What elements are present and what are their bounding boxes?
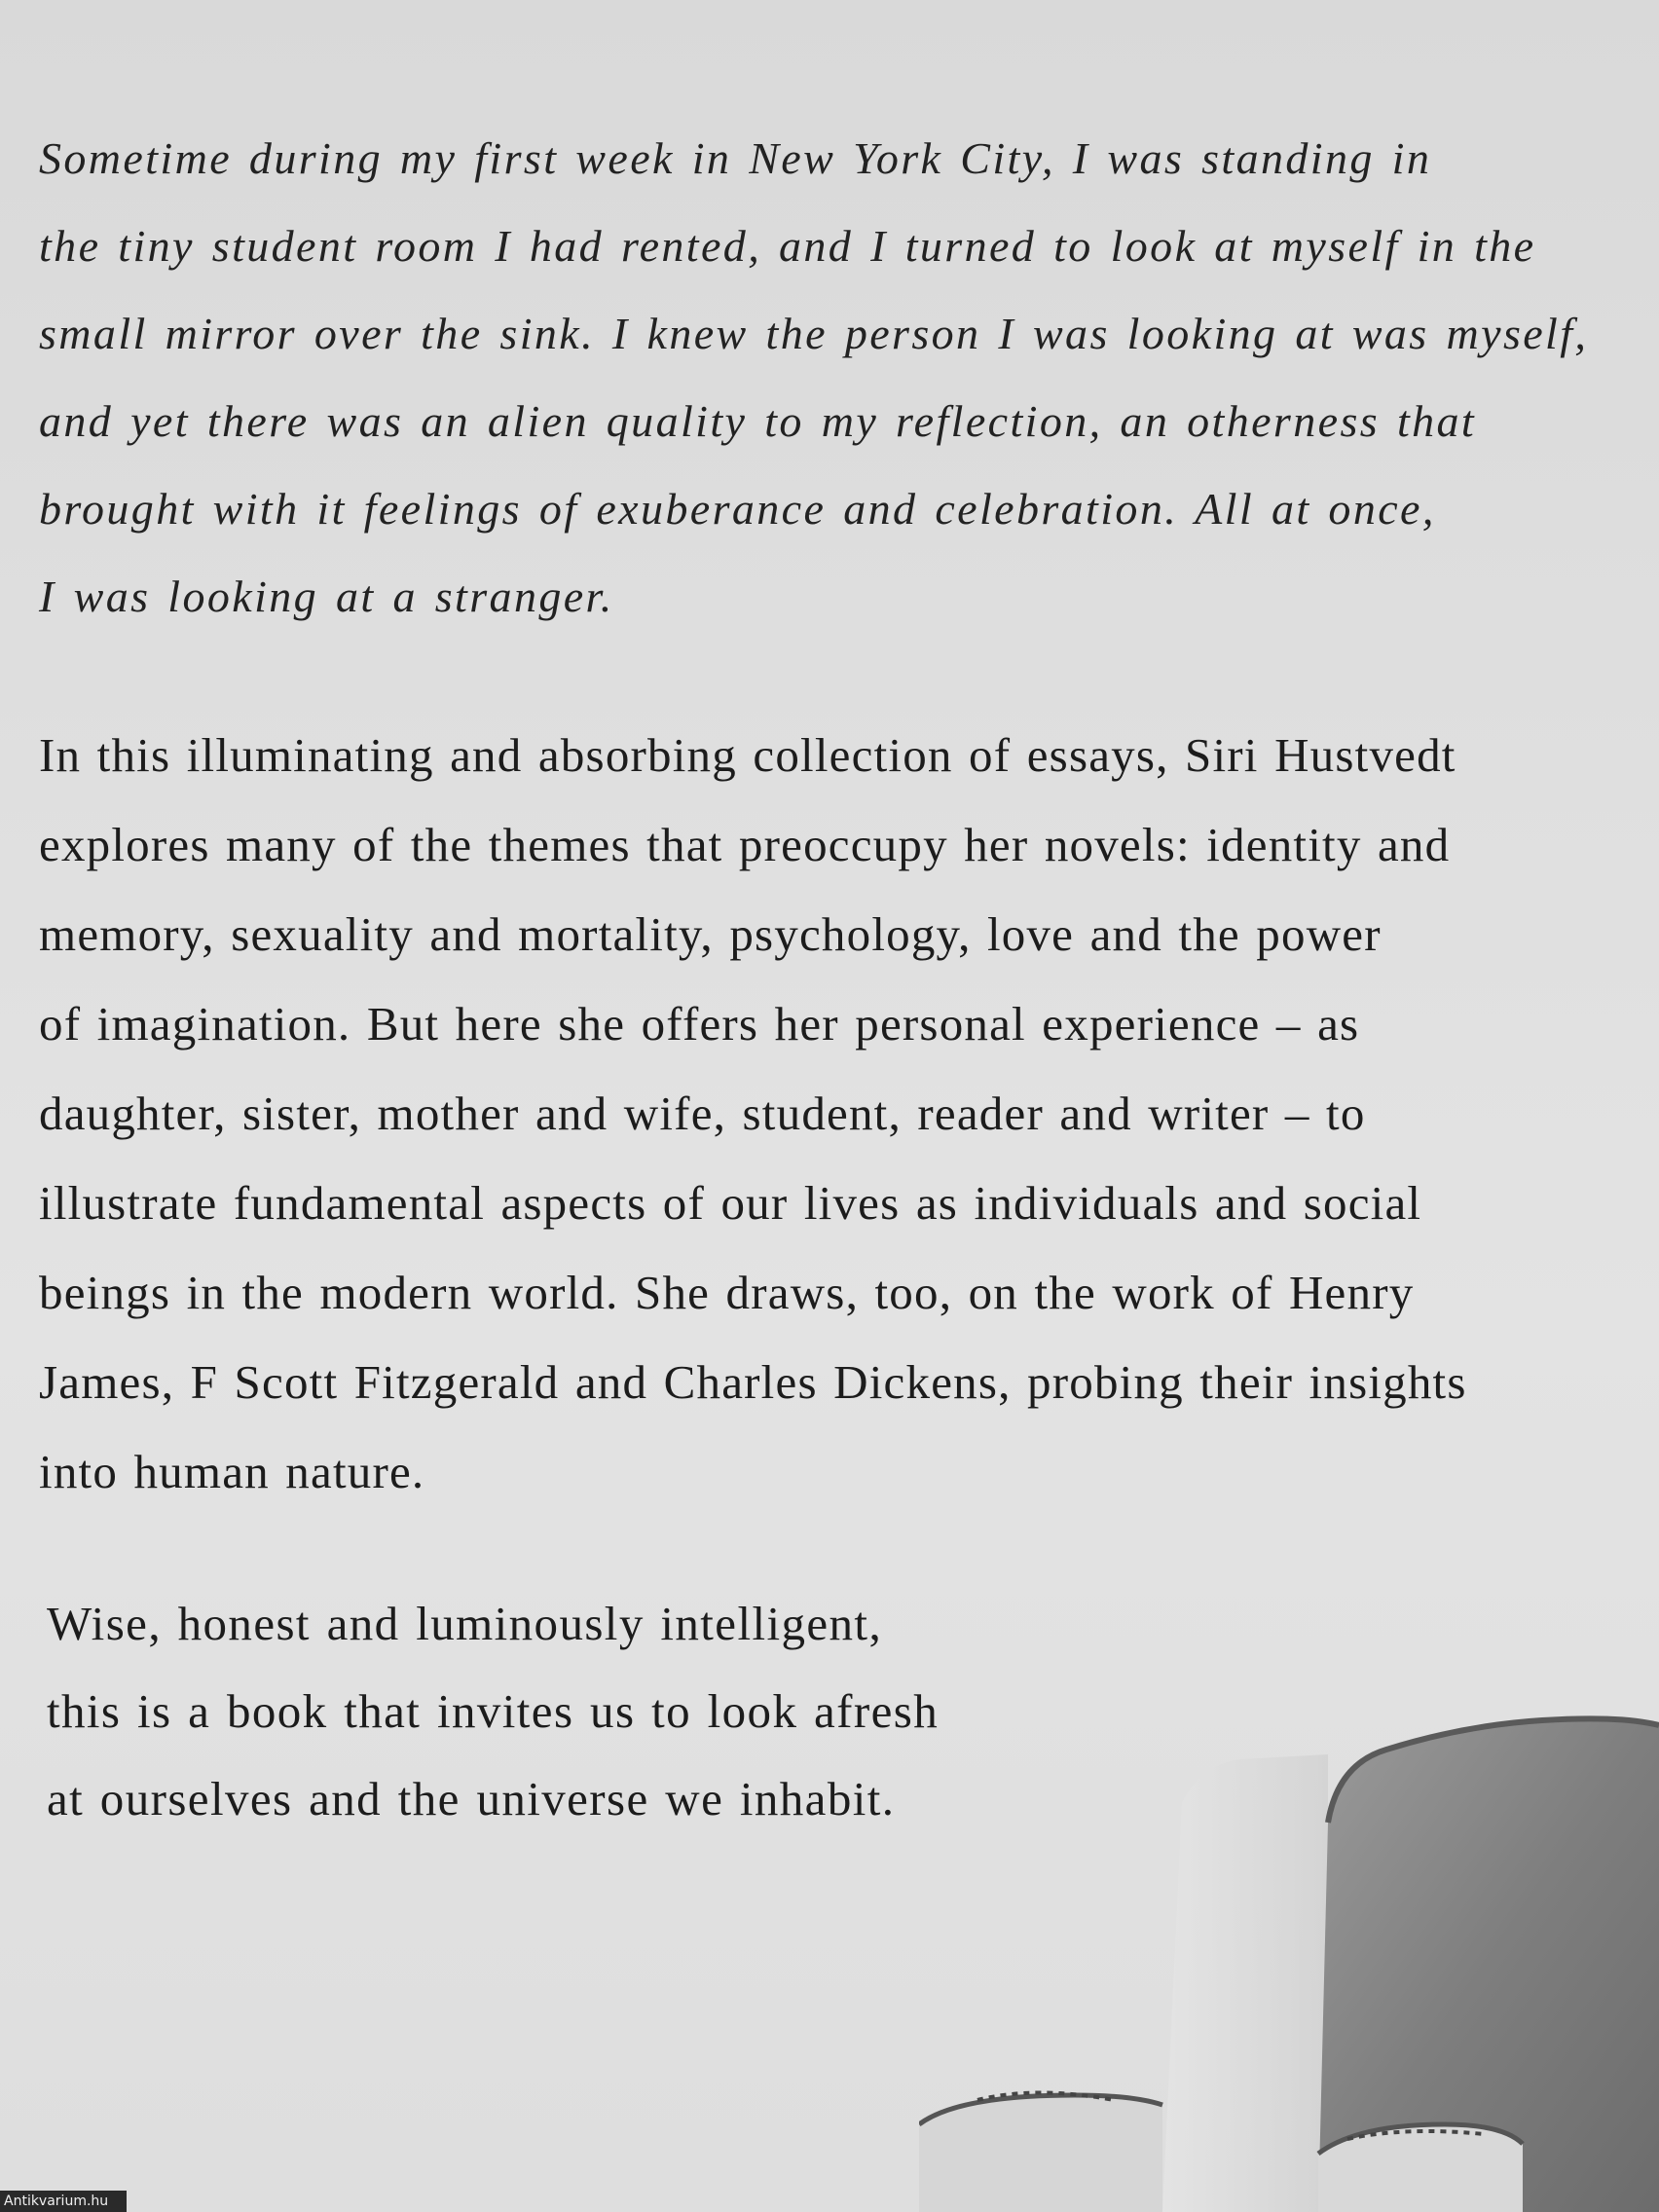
quote-line: brought with it feelings of exuberance and celebration. All at once, [39,484,1436,534]
quote-line: I was looking at a stranger. [39,571,614,621]
quote-line: small mirror over the sink. I knew the person I was looking at was myself, [39,309,1589,358]
description-line: beings in the modern world. She draws, too, on the work of Henry [39,1266,1415,1319]
description-line: James, F Scott Fitzgerald and Charles Dickens, probing their insights [39,1355,1467,1409]
description-line: In this illuminating and absorbing collection of essays, Siri Hustvedt [39,728,1456,782]
closing-line: Wise, honest and luminously intelligent, [47,1597,883,1650]
description-line: into human nature. [39,1445,425,1498]
description-line: of imagination. But here she offers her personal experience – as [39,997,1360,1051]
closing-line: at ourselves and the universe we inhabit. [47,1772,896,1825]
description-line: daughter, sister, mother and wife, student, reader and writer – to [39,1087,1366,1140]
italic-quote [39,115,1636,641]
description-paragraph [39,711,1636,1517]
description-line: illustrate fundamental aspects of our lives as individuals and social [39,1176,1422,1230]
description-line: explores many of the themes that preoccupy her novels: identity and [39,818,1451,871]
armchair-illustration [919,1667,1659,2212]
description-line: memory, sexuality and mortality, psychology, love and the power [39,907,1382,961]
closing-line: this is a book that invites us to look afresh [47,1684,940,1738]
quote-line: Sometime during my first week in New York City, I was standing in [39,133,1432,183]
quote-line: the tiny student room I had rented, and I turned to look at myself in the [39,221,1536,271]
watermark-badge [0,2191,127,2212]
watermark-text: Antikvarium.hu [4,2194,109,2209]
quote-line: and yet there was an alien quality to my reflection, an otherness that [39,396,1477,446]
